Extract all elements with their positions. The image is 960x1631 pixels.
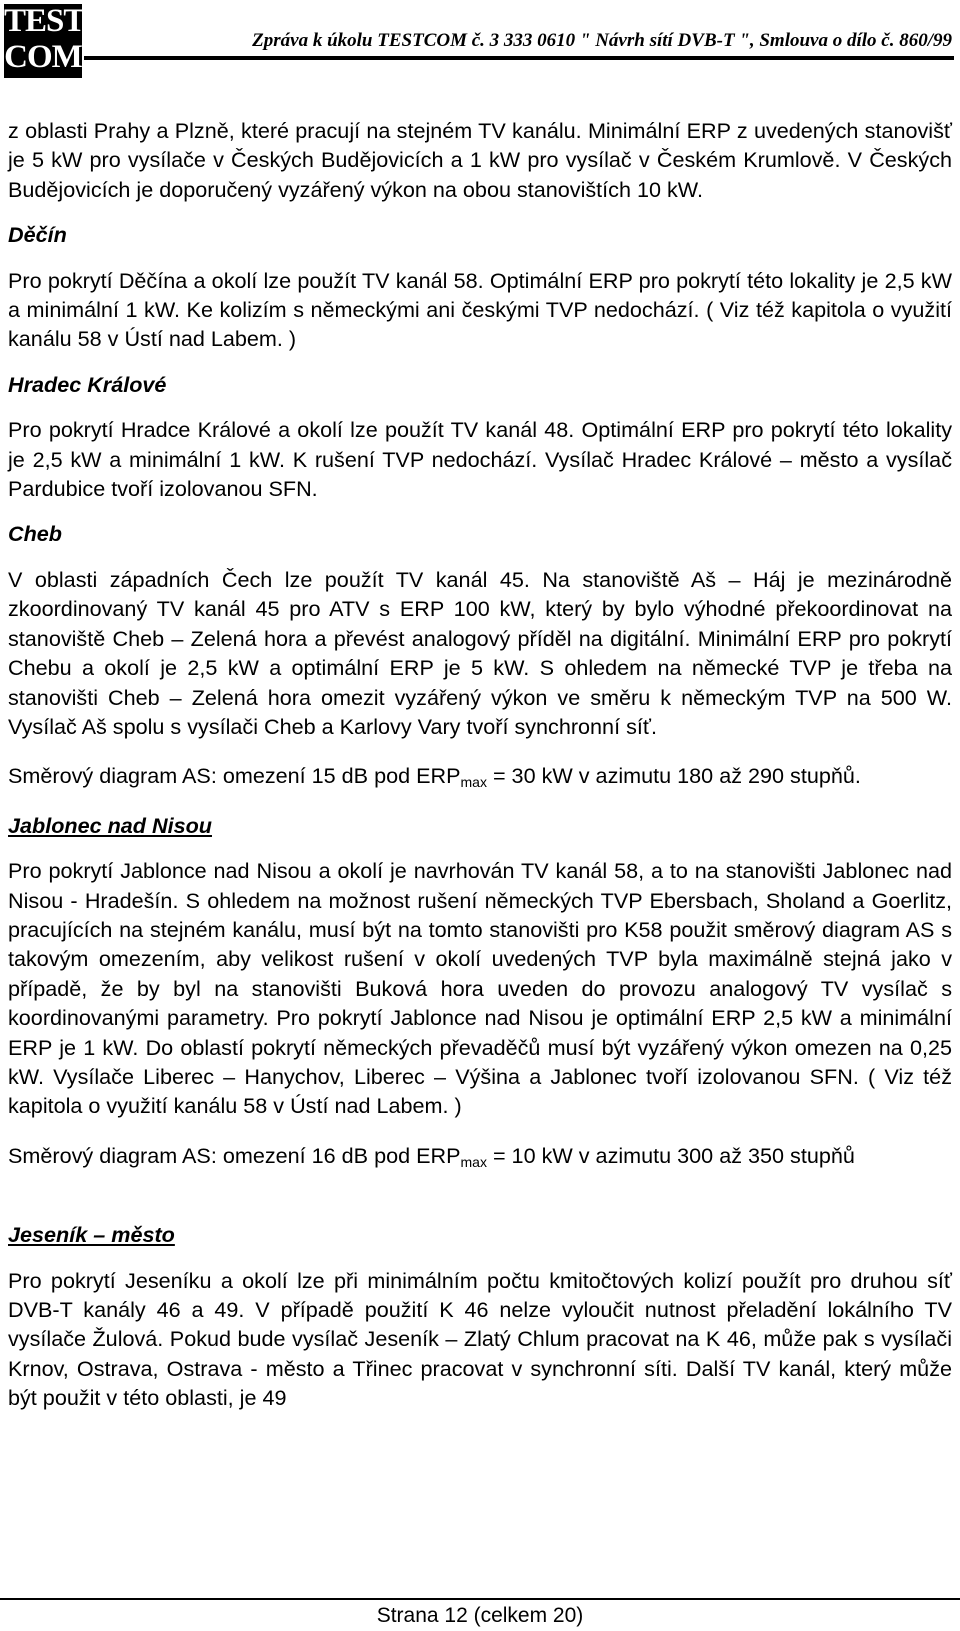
jesenik-paragraph: Pro pokrytí Jeseníku a okolí lze při minimálním počtu kmitočtových kolizí použít pro druhou síť DVB-T kanály 46 a 49. V případě použití K 46 nelze vyloučit nutnost přeladění lokálního TV vysílače Žulová. Pokud bude vysílač Jeseník – Zlatý Chlum pracovat na K 46, může pak s vysílači Krnov, Ostrava, Ostrava - město a Třinec pracovat v synchronní síti. Další TV kanál, který může být použit v této oblasti, je 49 — [8, 1267, 952, 1411]
cheb-diagram-subscript: max — [460, 774, 487, 791]
jablonec-diagram-text-end: = 10 kW v azimutu 300 až 350 stupňů — [486, 1142, 855, 1168]
jablonec-diagram-text: Směrový diagram AS: omezení 16 dB pod ERP — [8, 1142, 461, 1168]
jablonec-diagram-subscript: max — [460, 1153, 487, 1170]
jablonec-paragraph: Pro pokrytí Jablonce nad Nisou a okolí je navrhován TV kanál 58, a to na stanovišti Jablonec nad Nisou - Hradešín. S ohledem na možnost rušení německých TVP Ebersbach, Sholand a Goerlitz, pracujících na stejném kanálu, musí být na tomto stanovišti pro K58 použit směrový diagram AS s takovým omezením, aby velikost rušení v okolí uvedených TVP byla maximálně stejná jako v případě, že by byl na stanovišti Buková hora uveden do provozu analogový TV vysílač s koordinovanými parametry. Pro pokrytí Jablonce nad Nisou je optimální ERP 2,5 kW a minimální ERP je 1 kW. Do oblastí pokrytí německých převaděčů musí být vyzářený výkon omezen na 0,25 kW. Vysílače Liberec – Hanychov, Liberec – Výšina a Jablonec tvoří izolovanou SFN. ( Viz též kapitola o využití kanálu 58 v Ústí nad Labem. ) — [8, 858, 952, 1119]
heading-hradec: Hradec Králové — [8, 371, 167, 397]
testcom-logo — [4, 3, 85, 78]
heading-cheb: Cheb — [8, 521, 62, 547]
hradec-paragraph: Pro pokrytí Hradce Králové a okolí lze použít TV kanál 48. Optimální ERP pro pokrytí této lokality je 2,5 kW a minimální 1 kW. K rušení TVP nedochází. Vysílač Hradec Králové – město a vysílač Pardubice tvoří izolovanou SFN. — [8, 417, 952, 502]
cheb-diagram-paragraph — [8, 761, 952, 790]
cheb-diagram-text-end: = 30 kW v azimutu 180 až 290 stupňů. — [486, 763, 861, 789]
logo-line-com: COM — [4, 39, 82, 75]
logo-line-test: TEST — [4, 3, 85, 39]
page-number: Strana 12 (celkem 20) — [376, 1604, 584, 1627]
document-body — [8, 116, 952, 1413]
decin-paragraph: Pro pokrytí Děčína a okolí lze použít TV kanál 58. Optimální ERP pro pokrytí této lokality je 2,5 kW a minimální 1 kW. Ke kolizím s německými ani českými TVP nedochází. ( Viz též kapitola o využití kanálu 58 v Ústí nad Labem. ) — [8, 267, 952, 352]
cheb-diagram-text: Směrový diagram AS: omezení 15 dB pod ERP — [8, 763, 461, 789]
page-header — [0, 0, 960, 82]
heading-jesenik: Jeseník – město — [8, 1222, 175, 1248]
header-title: Zpráva k úkolu TESTCOM č. 3 333 0610 " Návrh sítí DVB-T ", Smlouva o dílo č. 860/99 — [252, 30, 952, 51]
footer-rule — [0, 1598, 960, 1600]
header-rule — [84, 56, 954, 60]
intro-paragraph: z oblasti Prahy a Plzně, které pracují na stejném TV kanálu. Minimální ERP z uvedených stanovišť je 5 kW pro vysílače v Českých Budějovicích a 1 kW pro vysílač v Českém Krumlově. V Českých Budějovicích je doporučený vyzářený výkon na obou stanovištích 10 kW. — [8, 118, 952, 202]
cheb-paragraph: V oblasti západních Čech lze použít TV kanál 45. Na stanoviště Aš – Háj je mezinárodně zkoordinovaný TV kanál 45 pro ATV s ERP 100 kW, který by bylo výhodné překoordinovat na stanoviště Cheb – Zelená hora a převést analogový příděl na digitální. Minimální ERP pro pokrytí Chebu a okolí je 2,5 kW a optimální ERP je 5 kW. S ohledem na německé TVP je třeba na stanovišti Cheb – Zelená hora omezit vyzářený výkon ve směru k německým TVP na 500 W. Vysílač Aš spolu s vysílači Cheb a Karlovy Vary tvoří synchronní síť. — [8, 566, 952, 739]
jablonec-diagram-paragraph — [8, 1141, 952, 1170]
heading-decin: Děčín — [8, 222, 67, 248]
heading-jablonec: Jablonec nad Nisou — [8, 812, 212, 838]
